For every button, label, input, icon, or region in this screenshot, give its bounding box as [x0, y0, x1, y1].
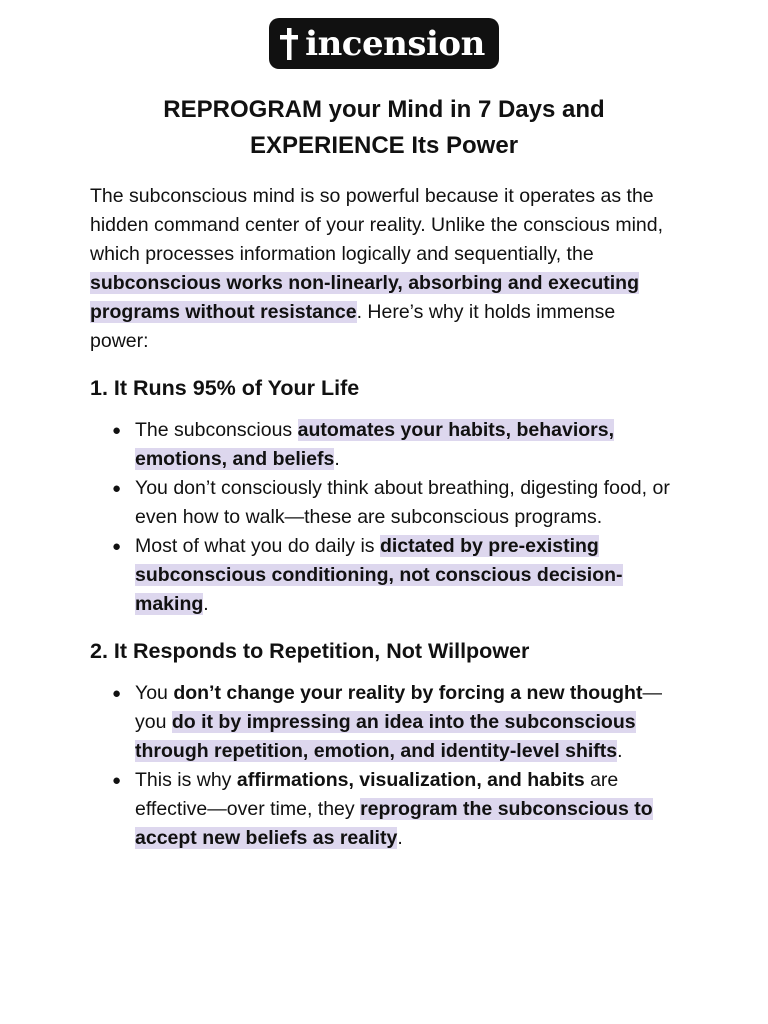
item-text-end: .: [397, 827, 403, 849]
item-text-end: .: [617, 740, 623, 762]
item-text-end: .: [334, 448, 340, 470]
title-line-1: REPROGRAM your Mind in 7 Days and: [163, 96, 605, 123]
bullet-icon: ●: [112, 685, 122, 702]
bullet-icon: ●: [112, 480, 122, 497]
bullet-icon: ●: [112, 772, 122, 789]
item-text-end: .: [203, 593, 209, 615]
title-line-2: EXPERIENCE Its Power: [249, 132, 519, 159]
header: [0, 0, 768, 70]
item-text: You: [135, 682, 174, 704]
item-text: This is why: [135, 769, 237, 791]
section-1-list: [90, 416, 676, 619]
item-highlight: automates your habits, behaviors, emotions, and beliefs: [135, 419, 615, 470]
bullet-icon: ●: [112, 422, 122, 439]
intro-highlight: subconscious works non-linearly, absorbing and executing programs without resistance: [90, 272, 639, 323]
brand-logo: [269, 18, 499, 69]
page-title: [0, 92, 768, 164]
item-text: —you: [135, 682, 662, 733]
cross-icon: [279, 26, 299, 62]
brand-name: incension: [305, 23, 485, 64]
bullet-icon: ●: [112, 538, 122, 555]
item-highlight: do it by impressing an idea into the subconscious through repetition, emotion, and identity-level shifts: [135, 711, 636, 762]
intro-text: The subconscious mind is so powerful because it operates as the hidden command center of your reality. Unlike the conscious mind, which processes information logically and sequentially, the: [90, 185, 664, 265]
item-text: You don’t consciously think about breathing, digesting food, or even how to walk—these are subconscious programs.: [135, 477, 670, 528]
list-item: [112, 416, 676, 474]
list-item: [112, 532, 676, 619]
item-text: The subconscious: [135, 419, 298, 441]
intro-text-end: . Here’s why it holds immense power:: [90, 301, 616, 352]
list-item: [112, 474, 676, 532]
document-body: [0, 182, 768, 853]
item-bold: don’t change your reality by forcing a new thought: [173, 682, 643, 704]
item-text: are effective—over time, they: [135, 769, 619, 820]
item-text: Most of what you do daily is: [135, 535, 380, 557]
list-item: [112, 766, 676, 853]
section-1-heading: 1. It Runs 95% of Your Life: [90, 376, 360, 400]
list-item: [112, 679, 676, 766]
item-highlight: dictated by pre-existing subconscious conditioning, not conscious decision-making: [135, 535, 623, 615]
item-highlight: reprogram the subconscious to accept new beliefs as reality: [135, 798, 653, 849]
intro-paragraph: [90, 182, 676, 356]
item-bold: affirmations, visualization, and habits: [236, 769, 585, 791]
section-2-list: [90, 679, 676, 853]
section-2-heading: 2. It Responds to Repetition, Not Willpower: [90, 639, 530, 663]
